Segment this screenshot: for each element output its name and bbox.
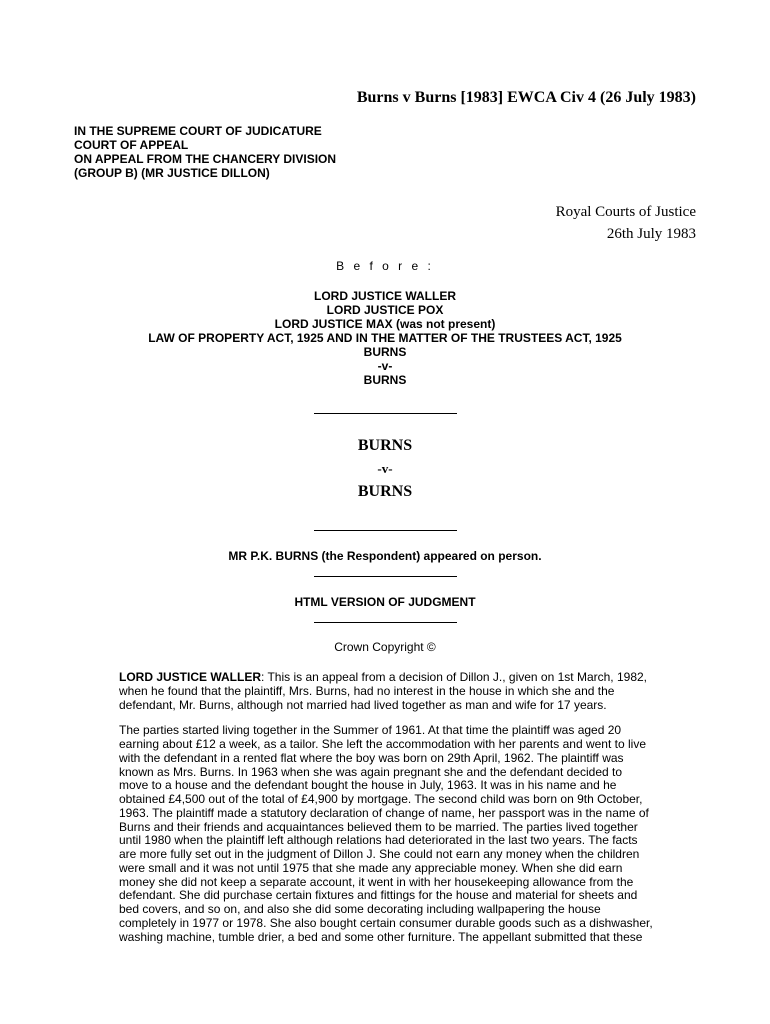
divider-rule [314, 413, 457, 414]
court-line: COURT OF APPEAL [74, 138, 189, 152]
party-second: BURNS [357, 483, 413, 500]
party-line: BURNS [363, 345, 407, 359]
paragraph-line: when he found that the plaintiff, Mrs. Burns, had no interest in the house in which she and the [119, 683, 615, 698]
paragraph-line: 1963. The plaintiff made a statutory declaration of change of name, her passport was in the name of [119, 805, 649, 820]
paragraph [119, 671, 694, 712]
divider-rule [314, 622, 457, 623]
judges-block [0, 289, 770, 387]
court-line: (GROUP B) (MR JUSTICE DILLON) [74, 166, 270, 180]
before-label: B e f o r e : [336, 259, 434, 273]
party-line: BURNS [363, 373, 407, 387]
speaker-name: LORD JUSTICE WALLER [119, 670, 262, 684]
paragraph-line: defendant, Mr. Burns, although not married had lived together as man and wife for 17 years. [119, 697, 607, 712]
paragraph [119, 724, 694, 944]
party-first: BURNS [357, 437, 413, 454]
judge-line: LORD JUSTICE WALLER [313, 289, 456, 303]
judgment-body [119, 671, 694, 956]
paragraph-line: LORD JUSTICE WALLER: This is an appeal from a decision of Dillon J., given on 1st March, 1982, [119, 670, 647, 684]
paragraph-line: defendant. She did purchase certain fixtures and fittings for the house and material for sheets and [119, 888, 638, 903]
matter-line: LAW OF PROPERTY ACT, 1925 AND IN THE MATTER OF THE TRUSTEES ACT, 1925 [148, 331, 622, 345]
paragraph-line: known as Mrs. Burns. In 1963 when she was again pregnant she and the defendant decided to [119, 764, 623, 779]
paragraph-line: Burns and their friends and acquaintances believed them to be married. The parties lived together [119, 819, 638, 834]
paragraph-line: move to a house and the defendant bought the house in July, 1963. It was in his name and he [119, 778, 617, 793]
paragraph-line: until 1980 when the plaintiff left although relations had deteriorated in the last two years. The facts [119, 833, 638, 848]
venue-block [556, 201, 696, 245]
paragraph-line: bed covers, and so on, and also she did some decorating including wallpapering the house [119, 902, 601, 916]
appearance-line: MR P.K. BURNS (the Respondent) appeared on person. [228, 549, 542, 563]
paragraph-line: with the defendant in a rented flat where the boy was born on 29th April, 1962. The plaintiff was [119, 750, 624, 765]
judgment-date: 26th July 1983 [606, 226, 696, 242]
court-heading [74, 124, 336, 180]
paragraph-line: washing machine, tumble drier, a bed and some other furniture. The appellant submitted that these [119, 929, 643, 944]
party-versus: -v- [377, 461, 393, 476]
paragraph-line: are more fully set out in the judgment of Dillon J. She could not earn any money when the children [119, 847, 640, 861]
document-title: Burns v Burns [1983] EWCA Civ 4 (26 July 1983) [356, 89, 696, 106]
paragraph-line: completely in 1977 or 1978. She also bought certain consumer durable goods such as a dishwasher, [119, 915, 653, 930]
court-line: IN THE SUPREME COURT OF JUDICATURE [74, 124, 322, 138]
judge-line: LORD JUSTICE MAX (was not present) [274, 317, 496, 331]
versus-line: -v- [377, 359, 393, 373]
judge-line: LORD JUSTICE POX [326, 303, 444, 317]
html-version-label: HTML VERSION OF JUDGMENT [294, 595, 476, 609]
court-line: ON APPEAL FROM THE CHANCERY DIVISION [74, 152, 337, 166]
venue-name: Royal Courts of Justice [555, 204, 696, 220]
copyright-notice: Crown Copyright © [334, 640, 436, 654]
divider-rule [314, 530, 457, 531]
paragraph-line: The parties started living together in the Summer of 1961. At that time the plaintiff was aged 20 [119, 723, 622, 738]
paragraph-line: were small and it was not until 1975 that she made any appreciable money. When she did earn [119, 860, 623, 875]
divider-rule [314, 576, 457, 577]
parties-block [0, 434, 770, 503]
paragraph-line: earning about £12 a week, as a tailor. She left the accommodation with her parents and went to live [119, 737, 646, 751]
paragraph-line: money she did not keep a separate account, it went in with her housekeeping allowance from the [119, 874, 634, 889]
paragraph-line: obtained £4,500 out of the total of £4,900 by mortgage. The second child was born on 9th October, [119, 792, 643, 806]
